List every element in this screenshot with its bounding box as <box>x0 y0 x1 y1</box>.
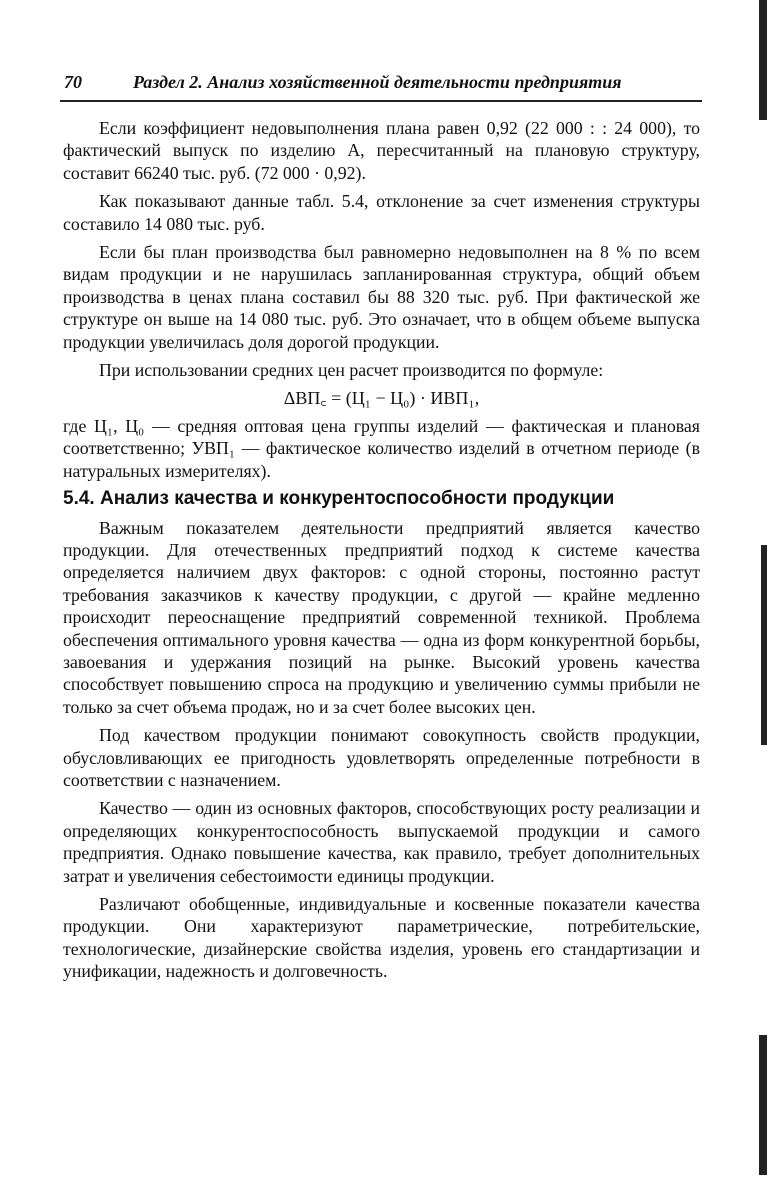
page-number: 70 <box>64 72 82 92</box>
paragraph: Различают обобщенные, индивидуальные и косвенные показатели качества продукции. Они характеризуют параметрические, потребительские, технологические, дизайнерские свойства изделия, уровень его стандартизации и унификации, надежность и долговечность. <box>63 894 700 982</box>
page-body <box>63 117 700 989</box>
formula-explanation: где Ц₁, Ц₀ — средняя оптовая цена группы изделий — фактическая и плановая соответственно; УВП₁ — фактическое количество изделий в отчетном периоде (в натуральных измерителях). <box>63 415 700 481</box>
running-header <box>60 72 702 102</box>
paragraph: Как показывают данные табл. 5.4, отклонение за счет изменения структуры составило 14 080 тыс. руб. <box>63 191 700 234</box>
running-title: Раздел 2. Анализ хозяйственной деятельности предприятия <box>133 72 622 92</box>
paragraph: Качество — один из основных факторов, способствующих росту реализации и определяющих конкурентоспособность выпускаемой продукции и самого предприятия. Однако повышение качества, как правило, требует дополнительных затрат и увеличения себестоимости единицы продукции. <box>63 798 700 886</box>
paragraph: Важным показателем деятельности предприятий является качество продукции. Для отечественных предприятий подход к системе качества определяется наличием двух факторов: с одной стороны, постоянно растут требования заказчиков к качеству продукции, с другой — крайне медленно происходит переоснащение предприятий современной техникой. Проблема обеспечения оптимального уровня качества — одна из форм конкурентной борьбы, завоевания и удержания позиций на рынке. Высокий уровень качества способствует повышению спроса на продукцию и увеличению суммы прибыли не только за счет объема продаж, но и за счет более высоких цен. <box>63 517 700 717</box>
formula: ΔВП꜀ = (Ц₁ − Ц₀) · ИВП₁, <box>283 388 480 409</box>
paragraph: Под качеством продукции понимают совокупность свойств продукции, обусловливающих ее пригодность удовлетворять определенные потребности в соответствии с назначением. <box>63 725 700 790</box>
paragraph: Если коэффициент недовыполнения плана равен 0,92 (22 000 : : 24 000), то фактический выпуск по изделию А, пересчитанный на плановую структуру, составит 66240 тыс. руб. (72 000 · 0,92). <box>63 118 700 183</box>
scan-edge-shadow <box>761 545 767 745</box>
paragraph: При использовании средних цен расчет производится по формуле: <box>99 360 604 381</box>
paragraph: Если бы план производства был равномерно недовыполнен на 8 % по всем видам продукции и не нарушилась запланированная структура, общий объем производства в ценах плана составил бы 88 320 тыс. руб. При фактической же структуре он выше на 14 080 тыс. руб. Это означает, что в общем объеме выпуска продукции увеличилась доля дорогой продукции. <box>63 242 700 352</box>
scan-edge-shadow <box>759 0 767 120</box>
section-heading: 5.4. Анализ качества и конкурентоспособности продукции <box>63 488 615 510</box>
scan-edge-shadow <box>759 1035 767 1175</box>
